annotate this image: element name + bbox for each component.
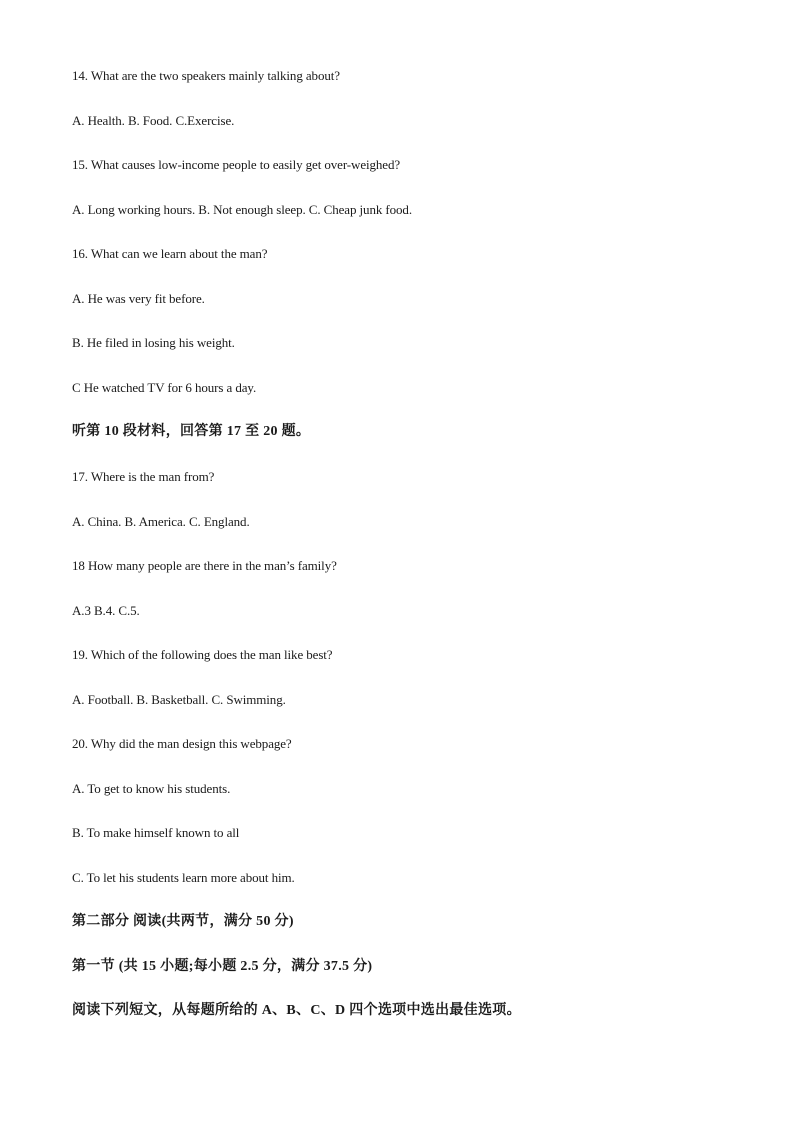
question-18: 18 How many people are there in the man’s family? [72, 558, 337, 573]
part-two-heading: 第二部分 阅读(共两节，满分 50 分) [72, 914, 294, 929]
question-20-option-a: A. To get to know his students. [72, 781, 231, 796]
question-15-options: A. Long working hours. B. Not enough sleep. C. Cheap junk food. [72, 202, 412, 217]
section-one-heading: 第一节 (共 15 小题;每小题 2.5 分，满分 37.5 分) [72, 959, 373, 974]
question-20-option-b: B. To make himself known to all [72, 825, 240, 840]
question-16: 16. What can we learn about the man? [72, 246, 268, 261]
reading-instruction: 阅读下列短文，从每题所给的 A、B、C、D 四个选项中选出最佳选项。 [72, 1003, 521, 1018]
question-17-options: A. China. B. America. C. England. [72, 514, 250, 529]
question-20-option-c: C. To let his students learn more about him. [72, 870, 295, 885]
question-17: 17. Where is the man from? [72, 469, 215, 484]
question-20: 20. Why did the man design this webpage? [72, 736, 292, 751]
question-14: 14. What are the two speakers mainly talking about? [72, 68, 340, 83]
question-16-option-a: A. He was very fit before. [72, 291, 205, 306]
question-15: 15. What causes low-income people to easily get over-weighed? [72, 157, 401, 172]
question-16-option-b: B. He filed in losing his weight. [72, 335, 235, 350]
question-16-option-c: C He watched TV for 6 hours a day. [72, 380, 257, 395]
question-18-options: A.3 B.4. C.5. [72, 603, 140, 618]
question-19: 19. Which of the following does the man like best? [72, 647, 333, 662]
question-19-options: A. Football. B. Basketball. C. Swimming. [72, 692, 286, 707]
section-instruction-heading: 听第 10 段材料，回答第 17 至 20 题。 [72, 424, 311, 439]
question-14-options: A. Health. B. Food. C.Exercise. [72, 113, 235, 128]
